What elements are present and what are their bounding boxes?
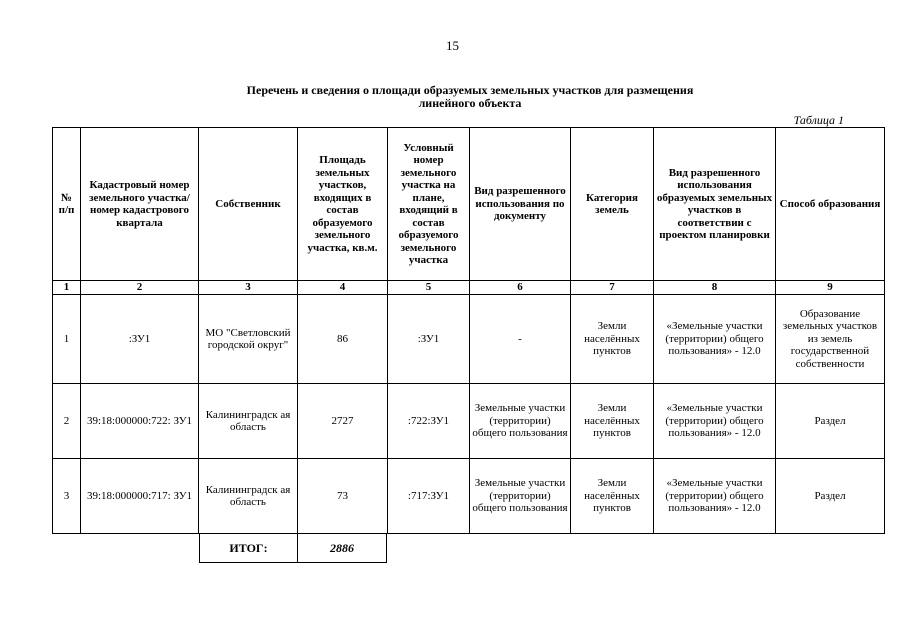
- page-number: 15: [446, 38, 459, 53]
- cell-cadastral: 39:18:000000:717: ЗУ1: [81, 459, 199, 534]
- header-cell-plan-number: Условный номер земельного участка на плане, входящий в состав образуемого земельного участка: [388, 128, 470, 281]
- cell-owner: Калининградск ая область: [199, 384, 298, 459]
- column-number: 9: [776, 281, 885, 295]
- cell-use-doc: Земельные участки (территории) общего пользования: [470, 459, 571, 534]
- cell-method: Раздел: [776, 384, 885, 459]
- table-row: [53, 295, 885, 384]
- column-number: 7: [571, 281, 654, 295]
- cell-plan-number: :722:ЗУ1: [388, 384, 470, 459]
- header-cell-category: Категория земель: [571, 128, 654, 281]
- cell-number: 1: [53, 295, 81, 384]
- column-number: 3: [199, 281, 298, 295]
- table-label: Таблица 1: [793, 113, 844, 127]
- cell-use-plan: «Земельные участки (территории) общего пользования» - 12.0: [654, 384, 776, 459]
- header-cell-owner: Собственник: [199, 128, 298, 281]
- cell-area: 2727: [298, 384, 388, 459]
- cell-method: Образование земельных участков из земель государственной собственности: [776, 295, 885, 384]
- column-number: 6: [470, 281, 571, 295]
- cell-owner: Калининградск ая область: [199, 459, 298, 534]
- header-cell-area: Площадь земельных участков, входящих в состав образуемого земельного участка, кв.м.: [298, 128, 388, 281]
- column-number: 2: [81, 281, 199, 295]
- column-number: 4: [298, 281, 388, 295]
- cell-area: 86: [298, 295, 388, 384]
- table-header-row: [53, 128, 885, 281]
- column-number: 8: [654, 281, 776, 295]
- cell-area: 73: [298, 459, 388, 534]
- total-row: [200, 534, 387, 563]
- table-row: [53, 384, 885, 459]
- cell-number: 3: [53, 459, 81, 534]
- cell-category: Земли населённых пунктов: [571, 295, 654, 384]
- document-title-line-1: Перечень и сведения о площади образуемых земельных участков для размещения: [246, 83, 694, 97]
- cell-use-plan: «Земельные участки (территории) общего пользования» - 12.0: [654, 459, 776, 534]
- cell-number: 2: [53, 384, 81, 459]
- cell-method: Раздел: [776, 459, 885, 534]
- document-title: [200, 84, 740, 110]
- cell-category: Земли населённых пунктов: [571, 384, 654, 459]
- header-cell-cadastral: Кадастровый номер земельного участка/ номер кадастрового квартала: [81, 128, 199, 281]
- header-cell-use-doc: Вид разрешенного использования по документу: [470, 128, 571, 281]
- header-cell-use-plan: Вид разрешенного использования образуемых земельных участков в соответствии с проектом планировки: [654, 128, 776, 281]
- cell-use-doc: Земельные участки (территории) общего пользования: [470, 384, 571, 459]
- column-number-row: [53, 281, 885, 295]
- cell-owner: МО "Светловский городской округ": [199, 295, 298, 384]
- header-cell-number: № п/п: [53, 128, 81, 281]
- cell-cadastral: :ЗУ1: [81, 295, 199, 384]
- table-row: [53, 459, 885, 534]
- cell-plan-number: :717:ЗУ1: [388, 459, 470, 534]
- cell-use-plan: «Земельные участки (территории) общего пользования» - 12.0: [654, 295, 776, 384]
- document-title-line-2: линейного объекта: [418, 96, 522, 110]
- column-number: 5: [388, 281, 470, 295]
- cell-use-doc: -: [470, 295, 571, 384]
- total-label: ИТОГ:: [200, 534, 298, 563]
- cell-cadastral: 39:18:000000:722: ЗУ1: [81, 384, 199, 459]
- header-cell-method: Способ образования: [776, 128, 885, 281]
- column-number: 1: [53, 281, 81, 295]
- total-table: [199, 533, 387, 563]
- land-plots-table: [52, 127, 885, 534]
- total-value: 2886: [298, 534, 387, 563]
- cell-plan-number: :ЗУ1: [388, 295, 470, 384]
- cell-category: Земли населённых пунктов: [571, 459, 654, 534]
